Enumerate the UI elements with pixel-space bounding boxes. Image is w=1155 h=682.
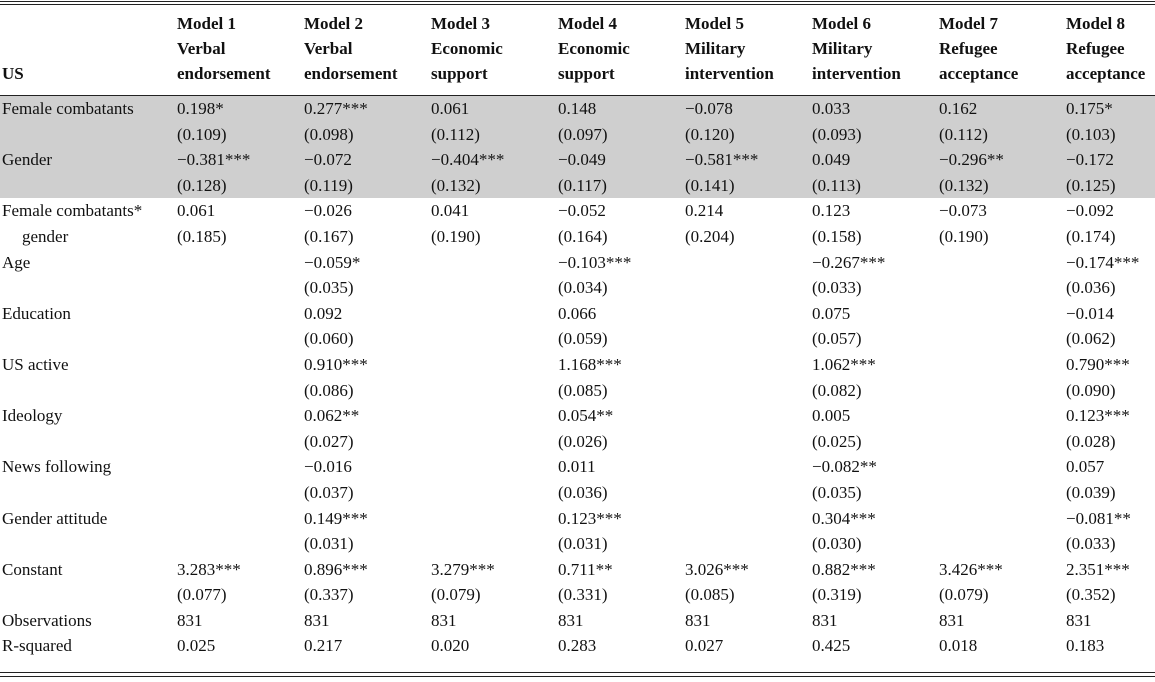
- table-cell: 3.283***: [177, 559, 241, 579]
- table-cell: 0.123***: [558, 508, 622, 528]
- table-row: [0, 633, 1155, 659]
- row-label: [0, 429, 175, 455]
- table-cell: 0.175*: [1064, 96, 1155, 122]
- table-cell: (0.098): [302, 122, 429, 148]
- table-cell: (0.132): [937, 173, 1064, 199]
- table-cell: (0.117): [556, 173, 683, 199]
- table-cell: [429, 531, 556, 557]
- row-label: [0, 378, 175, 404]
- table-row: [0, 378, 1155, 404]
- table-cell: [175, 531, 302, 557]
- table-cell: (0.090): [1066, 380, 1116, 400]
- corner-label: US: [0, 6, 175, 96]
- row-label: Gender attitude: [2, 508, 108, 528]
- table-row: [0, 582, 1155, 608]
- row-label: [0, 480, 175, 506]
- table-cell: 0.027: [685, 636, 724, 656]
- table-row: [0, 224, 1155, 250]
- table-cell: [683, 301, 810, 327]
- table-cell: [683, 506, 810, 532]
- table-cell: (0.027): [304, 431, 354, 451]
- table-cell: (0.132): [429, 173, 556, 199]
- table-cell: (0.034): [558, 278, 608, 298]
- table-cell: −0.052: [558, 201, 606, 221]
- table-cell: 0.882***: [812, 559, 876, 579]
- table-cell: (0.093): [810, 122, 937, 148]
- table-cell: [175, 506, 302, 532]
- table-cell: (0.025): [812, 431, 862, 451]
- table-cell: [683, 429, 810, 455]
- row-label: Education: [2, 303, 71, 323]
- table-cell: −0.014: [1066, 303, 1114, 323]
- row-label: [0, 582, 175, 608]
- table-cell: (0.113): [810, 173, 937, 199]
- table-cell: (0.036): [1066, 278, 1116, 298]
- table-cell: −0.059*: [304, 252, 361, 272]
- table-row: [0, 173, 1155, 199]
- table-cell: (0.077): [177, 585, 227, 605]
- table-row: [0, 122, 1155, 148]
- table-cell: (0.174): [1066, 226, 1116, 246]
- table-cell: 0.066: [558, 303, 597, 323]
- table-cell: 3.279***: [431, 559, 495, 579]
- table-row: [0, 506, 1155, 532]
- table-row: [0, 403, 1155, 429]
- table-cell: [175, 275, 302, 301]
- table-cell: (0.158): [812, 226, 862, 246]
- table-cell: 1.168***: [558, 354, 622, 374]
- row-label: Gender: [0, 147, 175, 173]
- bottom-rule-inner: [0, 672, 1155, 673]
- table-cell: (0.125): [1064, 173, 1155, 199]
- table-cell: 0.061: [429, 96, 556, 122]
- table-cell: 0.062**: [304, 406, 360, 426]
- table-cell: 0.123***: [1066, 406, 1130, 426]
- table-cell: [937, 250, 1064, 276]
- table-cell: −0.581***: [683, 147, 810, 173]
- table-cell: [937, 531, 1064, 557]
- table-cell: (0.057): [812, 329, 862, 349]
- table-cell: 831: [1066, 610, 1092, 630]
- table-cell: [683, 480, 810, 506]
- table-cell: (0.331): [558, 585, 608, 605]
- table-cell: −0.026: [304, 201, 352, 221]
- table-cell: [429, 480, 556, 506]
- table-cell: [937, 454, 1064, 480]
- column-header-model-2: Model 2 Verbal endorsement: [302, 6, 429, 96]
- column-header-model-3: Model 3 Economic support: [429, 6, 556, 96]
- table-cell: [683, 454, 810, 480]
- table-cell: 0.049: [810, 147, 937, 173]
- table-cell: [683, 275, 810, 301]
- table-cell: [175, 480, 302, 506]
- table-cell: 0.425: [812, 636, 851, 656]
- table-cell: [937, 326, 1064, 352]
- table-cell: (0.085): [685, 585, 735, 605]
- table-cell: [937, 429, 1064, 455]
- table-cell: (0.031): [558, 534, 608, 554]
- row-label: [0, 122, 175, 148]
- row-label: R-squared: [2, 636, 72, 656]
- table-cell: (0.141): [683, 173, 810, 199]
- table-cell: 1.062***: [812, 354, 876, 374]
- table-cell: 0.025: [177, 636, 216, 656]
- table-cell: (0.030): [812, 534, 862, 554]
- table-row: [0, 531, 1155, 557]
- table-cell: (0.035): [304, 278, 354, 298]
- row-label: Ideology: [2, 406, 63, 426]
- header-row: [0, 6, 1155, 96]
- table-cell: 0.910***: [304, 354, 368, 374]
- column-header-model-6: Model 6 Military intervention: [810, 6, 937, 96]
- table-cell: 3.026***: [685, 559, 749, 579]
- table-cell: [683, 352, 810, 378]
- table-row: [0, 429, 1155, 455]
- column-header-model-5: Model 5 Military intervention: [683, 6, 810, 96]
- table-row: [0, 198, 1155, 224]
- table-cell: 0.304***: [812, 508, 876, 528]
- table-cell: 0.198*: [175, 96, 302, 122]
- table-cell: [175, 326, 302, 352]
- table-cell: [429, 454, 556, 480]
- table-cell: −0.092: [1066, 201, 1114, 221]
- table-row: [0, 608, 1155, 634]
- table-cell: 0.054**: [558, 406, 614, 426]
- table-cell: −0.072: [302, 147, 429, 173]
- table-cell: (0.103): [1064, 122, 1155, 148]
- table-cell: (0.164): [558, 226, 608, 246]
- table-cell: [429, 506, 556, 532]
- table-cell: 0.033: [810, 96, 937, 122]
- table-cell: [429, 250, 556, 276]
- table-cell: 0.149***: [304, 508, 368, 528]
- table-cell: (0.112): [937, 122, 1064, 148]
- table-cell: (0.059): [558, 329, 608, 349]
- table-cell: [937, 480, 1064, 506]
- row-label: Constant: [2, 559, 63, 579]
- table-cell: 0.005: [812, 406, 851, 426]
- row-label: [0, 173, 175, 199]
- table-cell: 0.183: [1066, 636, 1105, 656]
- row-label: Female combatants*: [2, 201, 143, 221]
- table-cell: (0.079): [431, 585, 481, 605]
- table-cell: [683, 403, 810, 429]
- table-cell: −0.296**: [937, 147, 1064, 173]
- row-label: gender: [22, 226, 69, 246]
- column-header-model-8: Model 8 Refugee acceptance: [1064, 6, 1155, 96]
- table-cell: 0.214: [685, 201, 724, 221]
- table-cell: [429, 378, 556, 404]
- table-cell: [429, 403, 556, 429]
- table-cell: −0.016: [304, 457, 352, 477]
- table-cell: [175, 352, 302, 378]
- table-cell: 0.011: [558, 457, 596, 477]
- regression-table: [0, 6, 1155, 659]
- table-cell: 831: [558, 610, 584, 630]
- table-cell: [429, 352, 556, 378]
- table-cell: (0.112): [429, 122, 556, 148]
- table-cell: −0.082**: [812, 457, 877, 477]
- table-cell: (0.119): [302, 173, 429, 199]
- bottom-rule-outer: [0, 676, 1155, 677]
- table-cell: [429, 301, 556, 327]
- table-cell: 0.123: [812, 201, 851, 221]
- table-row: [0, 352, 1155, 378]
- table-cell: −0.078: [683, 96, 810, 122]
- table-cell: (0.190): [431, 226, 481, 246]
- table-cell: (0.036): [558, 482, 608, 502]
- row-label: US active: [2, 354, 69, 374]
- table-cell: (0.086): [304, 380, 354, 400]
- table-cell: (0.033): [1066, 534, 1116, 554]
- table-cell: [937, 352, 1064, 378]
- table-cell: (0.028): [1066, 431, 1116, 451]
- table-cell: 0.018: [939, 636, 978, 656]
- table-cell: (0.033): [812, 278, 862, 298]
- row-label: [0, 531, 175, 557]
- table-cell: [429, 326, 556, 352]
- table-cell: (0.082): [812, 380, 862, 400]
- row-label: [0, 275, 175, 301]
- table-cell: (0.060): [304, 329, 354, 349]
- table-cell: (0.190): [939, 226, 989, 246]
- table-cell: (0.031): [304, 534, 354, 554]
- table-cell: (0.204): [685, 226, 735, 246]
- table-cell: [683, 378, 810, 404]
- column-header-model-1: Model 1 Verbal endorsement: [175, 6, 302, 96]
- table-cell: 831: [939, 610, 965, 630]
- table-cell: (0.026): [558, 431, 608, 451]
- table-cell: (0.062): [1066, 329, 1116, 349]
- table-cell: [683, 531, 810, 557]
- table-cell: [175, 429, 302, 455]
- table-cell: (0.085): [558, 380, 608, 400]
- top-rule-inner: [0, 4, 1155, 5]
- table-cell: 3.426***: [939, 559, 1003, 579]
- table-row: [0, 557, 1155, 583]
- table-cell: (0.039): [1066, 482, 1116, 502]
- table-cell: (0.109): [175, 122, 302, 148]
- table-cell: 2.351***: [1066, 559, 1130, 579]
- table-row: [0, 301, 1155, 327]
- table-row: [0, 326, 1155, 352]
- table-cell: −0.081**: [1066, 508, 1131, 528]
- table-row: [0, 275, 1155, 301]
- table-cell: −0.404***: [429, 147, 556, 173]
- table-cell: [175, 454, 302, 480]
- table-cell: (0.120): [683, 122, 810, 148]
- table-cell: [175, 378, 302, 404]
- column-header-model-7: Model 7 Refugee acceptance: [937, 6, 1064, 96]
- table-cell: 831: [177, 610, 203, 630]
- table-cell: [683, 250, 810, 276]
- table-cell: (0.319): [812, 585, 862, 605]
- table-cell: (0.337): [304, 585, 354, 605]
- table-row: [0, 480, 1155, 506]
- table-cell: 0.896***: [304, 559, 368, 579]
- row-label: Age: [2, 252, 31, 272]
- table-cell: 831: [812, 610, 838, 630]
- table-cell: [429, 429, 556, 455]
- table-cell: [937, 301, 1064, 327]
- table-cell: −0.103***: [558, 252, 632, 272]
- table-cell: [937, 506, 1064, 532]
- table-row: [0, 96, 1155, 122]
- table-cell: [937, 275, 1064, 301]
- table-row: [0, 147, 1155, 173]
- table-cell: (0.352): [1066, 585, 1116, 605]
- table-cell: −0.381***: [175, 147, 302, 173]
- table-cell: 0.217: [304, 636, 343, 656]
- table-cell: 0.020: [431, 636, 470, 656]
- table-cell: [175, 250, 302, 276]
- table-cell: 0.057: [1066, 457, 1105, 477]
- table-cell: [175, 403, 302, 429]
- table-cell: (0.167): [304, 226, 354, 246]
- table-cell: 0.061: [177, 201, 216, 221]
- table-body: [0, 96, 1155, 660]
- table-cell: 0.711**: [558, 559, 613, 579]
- table-cell: (0.185): [177, 226, 227, 246]
- table-cell: −0.049: [556, 147, 683, 173]
- table-cell: [937, 403, 1064, 429]
- table-cell: [937, 378, 1064, 404]
- row-label: [0, 326, 175, 352]
- table-cell: −0.172: [1064, 147, 1155, 173]
- table-cell: 0.283: [558, 636, 597, 656]
- table-cell: (0.037): [304, 482, 354, 502]
- table-cell: 0.162: [937, 96, 1064, 122]
- table-cell: [175, 301, 302, 327]
- table-cell: 0.075: [812, 303, 851, 323]
- table-cell: −0.174***: [1066, 252, 1140, 272]
- table-cell: 831: [304, 610, 330, 630]
- table-cell: 0.148: [556, 96, 683, 122]
- row-label: Female combatants: [0, 96, 175, 122]
- table-cell: 0.041: [431, 201, 470, 221]
- table-cell: [429, 275, 556, 301]
- column-header-model-4: Model 4 Economic support: [556, 6, 683, 96]
- table-cell: 0.092: [304, 303, 343, 323]
- table-cell: (0.079): [939, 585, 989, 605]
- table-cell: (0.097): [556, 122, 683, 148]
- table-cell: −0.267***: [812, 252, 886, 272]
- table-cell: 831: [685, 610, 711, 630]
- table-cell: −0.073: [939, 201, 987, 221]
- table-cell: 831: [431, 610, 457, 630]
- table-cell: (0.128): [175, 173, 302, 199]
- top-rule-outer: [0, 1, 1155, 2]
- table-cell: 0.277***: [302, 96, 429, 122]
- table-cell: [683, 326, 810, 352]
- row-label: Observations: [2, 610, 92, 630]
- row-label: News following: [2, 457, 112, 477]
- table-row: [0, 454, 1155, 480]
- table-cell: (0.035): [812, 482, 862, 502]
- table-cell: 0.790***: [1066, 354, 1130, 374]
- table-row: [0, 250, 1155, 276]
